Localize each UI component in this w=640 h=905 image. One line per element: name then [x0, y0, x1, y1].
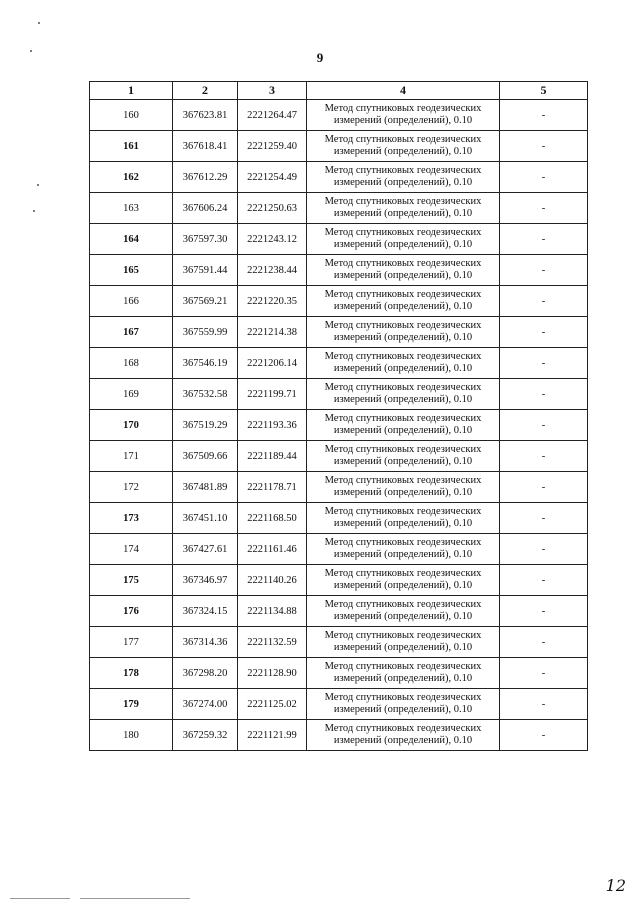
point-number-cell: 167: [90, 317, 173, 348]
column-5-cell: -: [500, 627, 588, 658]
point-number-cell: 165: [90, 255, 173, 286]
coordinate-x-cell: 367623.81: [173, 100, 238, 131]
table-row: [90, 441, 588, 472]
method-cell: Метод спутниковых геодезических измерений (определений), 0.10: [307, 255, 500, 286]
coordinate-y-cell: 2221140.26: [238, 565, 307, 596]
coordinate-y-cell: 2221132.59: [238, 627, 307, 658]
method-cell: Метод спутниковых геодезических измерений (определений), 0.10: [307, 534, 500, 565]
point-number-cell: 174: [90, 534, 173, 565]
method-cell: Метод спутниковых геодезических измерений (определений), 0.10: [307, 379, 500, 410]
column-5-cell: -: [500, 348, 588, 379]
method-cell: Метод спутниковых геодезических измерений (определений), 0.10: [307, 503, 500, 534]
table-row: [90, 162, 588, 193]
column-5-cell: -: [500, 565, 588, 596]
method-cell: Метод спутниковых геодезических измерений (определений), 0.10: [307, 193, 500, 224]
column-5-cell: -: [500, 162, 588, 193]
column-5-cell: -: [500, 224, 588, 255]
point-number-cell: 160: [90, 100, 173, 131]
table-row: [90, 348, 588, 379]
point-number-cell: 178: [90, 658, 173, 689]
scan-edge-line: [80, 898, 190, 899]
method-cell: Метод спутниковых геодезических измерений (определений), 0.10: [307, 100, 500, 131]
table-row: [90, 596, 588, 627]
table-row: [90, 565, 588, 596]
coordinate-x-cell: 367597.30: [173, 224, 238, 255]
table-row: [90, 193, 588, 224]
coordinate-y-cell: 2221254.49: [238, 162, 307, 193]
table-row: [90, 534, 588, 565]
column-5-cell: -: [500, 534, 588, 565]
method-cell: Метод спутниковых геодезических измерений (определений), 0.10: [307, 441, 500, 472]
coordinate-x-cell: 367298.20: [173, 658, 238, 689]
column-header: 5: [500, 82, 588, 100]
point-number-cell: 176: [90, 596, 173, 627]
column-5-cell: -: [500, 503, 588, 534]
method-cell: Метод спутниковых геодезических измерений (определений), 0.10: [307, 224, 500, 255]
table-row: [90, 658, 588, 689]
point-number-cell: 162: [90, 162, 173, 193]
coordinate-x-cell: 367612.29: [173, 162, 238, 193]
coordinate-y-cell: 2221250.63: [238, 193, 307, 224]
coordinate-x-cell: 367569.21: [173, 286, 238, 317]
table-row: [90, 379, 588, 410]
method-cell: Метод спутниковых геодезических измерений (определений), 0.10: [307, 286, 500, 317]
table-row: [90, 131, 588, 162]
coordinate-y-cell: 2221264.47: [238, 100, 307, 131]
coordinate-x-cell: 367314.36: [173, 627, 238, 658]
method-cell: Метод спутниковых геодезических измерений (определений), 0.10: [307, 410, 500, 441]
column-5-cell: -: [500, 317, 588, 348]
method-cell: Метод спутниковых геодезических измерений (определений), 0.10: [307, 162, 500, 193]
table-row: [90, 720, 588, 751]
coordinate-y-cell: 2221206.14: [238, 348, 307, 379]
coordinate-x-cell: 367532.58: [173, 379, 238, 410]
coordinate-x-cell: 367274.00: [173, 689, 238, 720]
coordinate-x-cell: 367259.32: [173, 720, 238, 751]
method-cell: Метод спутниковых геодезических измерений (определений), 0.10: [307, 689, 500, 720]
point-number-cell: 179: [90, 689, 173, 720]
coordinate-y-cell: 2221128.90: [238, 658, 307, 689]
table-row: [90, 100, 588, 131]
column-header: 3: [238, 82, 307, 100]
coordinate-y-cell: 2221243.12: [238, 224, 307, 255]
coordinate-y-cell: 2221178.71: [238, 472, 307, 503]
column-5-cell: -: [500, 658, 588, 689]
coordinate-y-cell: 2221189.44: [238, 441, 307, 472]
method-cell: Метод спутниковых геодезических измерений (определений), 0.10: [307, 658, 500, 689]
table-row: [90, 255, 588, 286]
coordinate-x-cell: 367324.15: [173, 596, 238, 627]
coordinates-table: [89, 81, 588, 751]
table-row: [90, 286, 588, 317]
handwritten-page-mark: 12: [605, 876, 626, 895]
column-5-cell: -: [500, 441, 588, 472]
point-number-cell: 169: [90, 379, 173, 410]
coordinate-x-cell: 367559.99: [173, 317, 238, 348]
table-row: [90, 317, 588, 348]
column-5-cell: -: [500, 472, 588, 503]
point-number-cell: 163: [90, 193, 173, 224]
point-number-cell: 171: [90, 441, 173, 472]
point-number-cell: 164: [90, 224, 173, 255]
column-5-cell: -: [500, 410, 588, 441]
scan-speck: [37, 184, 39, 186]
method-cell: Метод спутниковых геодезических измерений (определений), 0.10: [307, 348, 500, 379]
point-number-cell: 166: [90, 286, 173, 317]
table-row: [90, 689, 588, 720]
coordinate-y-cell: 2221161.46: [238, 534, 307, 565]
method-cell: Метод спутниковых геодезических измерений (определений), 0.10: [307, 472, 500, 503]
coordinate-y-cell: 2221168.50: [238, 503, 307, 534]
table-row: [90, 627, 588, 658]
coordinate-x-cell: 367519.29: [173, 410, 238, 441]
method-cell: Метод спутниковых геодезических измерений (определений), 0.10: [307, 131, 500, 162]
table-row: [90, 472, 588, 503]
method-cell: Метод спутниковых геодезических измерений (определений), 0.10: [307, 720, 500, 751]
page-number: 9: [316, 50, 324, 65]
scan-edge-line: [10, 898, 70, 899]
coordinate-x-cell: 367427.61: [173, 534, 238, 565]
scan-speck: [38, 22, 40, 24]
column-5-cell: -: [500, 131, 588, 162]
point-number-cell: 180: [90, 720, 173, 751]
column-5-cell: -: [500, 689, 588, 720]
coordinate-y-cell: 2221121.99: [238, 720, 307, 751]
method-cell: Метод спутниковых геодезических измерений (определений), 0.10: [307, 565, 500, 596]
point-number-cell: 173: [90, 503, 173, 534]
coordinate-x-cell: 367618.41: [173, 131, 238, 162]
point-number-cell: 172: [90, 472, 173, 503]
coordinate-x-cell: 367591.44: [173, 255, 238, 286]
coordinate-x-cell: 367451.10: [173, 503, 238, 534]
column-5-cell: -: [500, 596, 588, 627]
column-5-cell: -: [500, 100, 588, 131]
column-5-cell: -: [500, 255, 588, 286]
coordinate-y-cell: 2221125.02: [238, 689, 307, 720]
coordinate-y-cell: 2221193.36: [238, 410, 307, 441]
table-header-row: [90, 82, 588, 100]
point-number-cell: 170: [90, 410, 173, 441]
column-5-cell: -: [500, 379, 588, 410]
column-header: 2: [173, 82, 238, 100]
column-5-cell: -: [500, 720, 588, 751]
coordinate-y-cell: 2221259.40: [238, 131, 307, 162]
table-row: [90, 224, 588, 255]
column-5-cell: -: [500, 286, 588, 317]
coordinate-y-cell: 2221238.44: [238, 255, 307, 286]
method-cell: Метод спутниковых геодезических измерений (определений), 0.10: [307, 317, 500, 348]
coordinate-y-cell: 2221214.38: [238, 317, 307, 348]
table-body: [90, 100, 588, 751]
column-header: 1: [90, 82, 173, 100]
point-number-cell: 161: [90, 131, 173, 162]
method-cell: Метод спутниковых геодезических измерений (определений), 0.10: [307, 627, 500, 658]
point-number-cell: 175: [90, 565, 173, 596]
column-header: 4: [307, 82, 500, 100]
coordinate-x-cell: 367606.24: [173, 193, 238, 224]
table-row: [90, 503, 588, 534]
point-number-cell: 177: [90, 627, 173, 658]
table-row: [90, 410, 588, 441]
coordinate-y-cell: 2221199.71: [238, 379, 307, 410]
coordinate-x-cell: 367509.66: [173, 441, 238, 472]
point-number-cell: 168: [90, 348, 173, 379]
scan-speck: [33, 210, 35, 212]
column-5-cell: -: [500, 193, 588, 224]
coordinate-x-cell: 367346.97: [173, 565, 238, 596]
coordinate-y-cell: 2221134.88: [238, 596, 307, 627]
coordinate-y-cell: 2221220.35: [238, 286, 307, 317]
method-cell: Метод спутниковых геодезических измерений (определений), 0.10: [307, 596, 500, 627]
coordinate-x-cell: 367546.19: [173, 348, 238, 379]
coordinate-x-cell: 367481.89: [173, 472, 238, 503]
